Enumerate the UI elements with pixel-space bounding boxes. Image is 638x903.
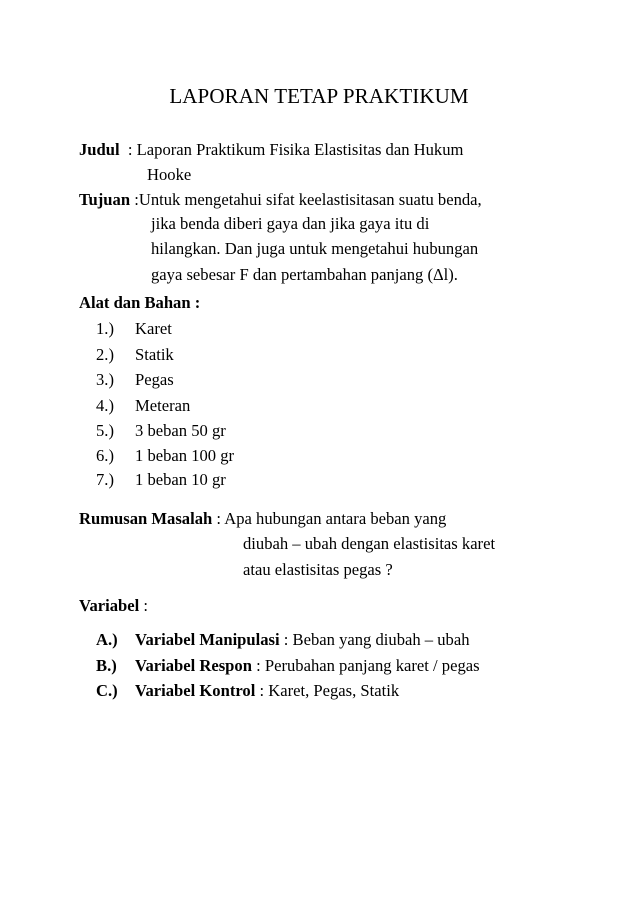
page-title: LAPORAN TETAP PRAKTIKUM [169, 84, 469, 108]
list-number: 4.) [96, 396, 114, 415]
judul-label: Judul [79, 140, 120, 159]
rumusan-text-2: diubah – ubah dengan elastisitas karet [243, 534, 496, 553]
variabel-item-label: Variabel Respon [135, 656, 252, 675]
list-item [96, 470, 114, 490]
rumusan-separator: : [216, 509, 222, 528]
judul-text-1: Laporan Praktikum Fisika Elastisitas dan Hukum [136, 140, 464, 159]
variabel-heading [79, 596, 148, 616]
list-item-text: 1 beban 100 gr [135, 446, 235, 465]
rumusan-label: Rumusan Masalah [79, 509, 213, 528]
list-item [96, 319, 114, 339]
tujuan-text-1: Untuk mengetahui sifat keelastisitasan suatu benda, [138, 190, 482, 209]
rumusan-text-3: atau elastisitas pegas ? [243, 560, 393, 579]
variabel-label: Variabel [79, 596, 140, 615]
judul-text-2: Hooke [147, 165, 192, 184]
tujuan-label: Tujuan [79, 190, 131, 209]
variabel-item-respon: Variabel Respon : Perubahan panjang karet / pegas [135, 656, 480, 675]
list-item-text: 1 beban 10 gr [135, 470, 226, 489]
tujuan-text-4: gaya sebesar F dan pertambahan panjang (Δl). [151, 265, 458, 284]
list-item [96, 370, 114, 390]
list-item [96, 396, 114, 416]
list-number: 2.) [96, 345, 114, 364]
variabel-item-label: Variabel Manipulasi [135, 630, 280, 649]
list-number: 7.) [96, 470, 114, 489]
variabel-item-text: Karet, Pegas, Statik [268, 681, 400, 700]
list-item-text: Statik [135, 345, 174, 364]
variabel-item-number: A.) [96, 630, 118, 649]
list-item-text: Pegas [135, 370, 174, 389]
rumusan-line-1 [79, 509, 446, 529]
alat-heading: Alat dan Bahan : [79, 293, 201, 312]
rumusan-text-1: Apa hubungan antara beban yang [224, 509, 447, 528]
variabel-item-number: C.) [96, 681, 118, 700]
variabel-item-number: B.) [96, 656, 117, 675]
judul-separator: : [127, 140, 133, 159]
list-item-text: Meteran [135, 396, 191, 415]
variabel-item-label: Variabel Kontrol [135, 681, 256, 700]
list-number: 5.) [96, 421, 114, 440]
variabel-separator: : [143, 596, 149, 615]
list-item [96, 345, 114, 365]
tujuan-line-1 [79, 190, 482, 210]
list-item-text: 3 beban 50 gr [135, 421, 226, 440]
variabel-item-text: Perubahan panjang karet / pegas [264, 656, 480, 675]
list-item-text: Karet [135, 319, 172, 338]
variabel-item-kontrol: Variabel Kontrol : Karet, Pegas, Statik [135, 681, 400, 700]
tujuan-separator: : [134, 190, 139, 209]
list-item [96, 446, 114, 466]
list-number: 6.) [96, 446, 114, 465]
judul-line-1 [79, 140, 463, 160]
variabel-item-manipulasi: Variabel Manipulasi : Beban yang diubah – ubah [135, 630, 470, 649]
list-number: 3.) [96, 370, 114, 389]
variabel-item-text: Beban yang diubah – ubah [292, 630, 470, 649]
tujuan-text-2: jika benda diberi gaya dan jika gaya itu di [151, 214, 430, 233]
list-item [96, 421, 114, 441]
list-number: 1.) [96, 319, 114, 338]
tujuan-text-3: hilangkan. Dan juga untuk mengetahui hubungan [151, 239, 479, 258]
